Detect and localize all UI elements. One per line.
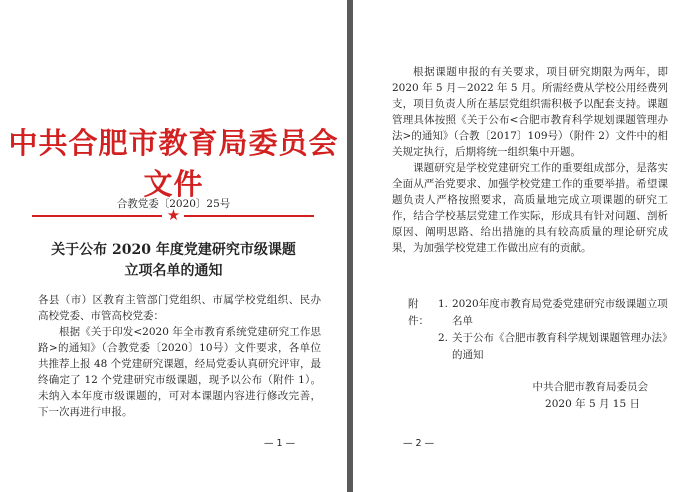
notice-body xyxy=(38,292,321,420)
notice-title xyxy=(0,240,347,282)
notice-title-line-1: 关于公布 2020 年度党建研究市级课题 xyxy=(51,242,296,258)
signature-block xyxy=(353,379,700,413)
red-divider-left xyxy=(32,215,162,217)
red-star-icon: ★ xyxy=(166,206,181,224)
body-paragraph-1: 根据课题申报的有关要求，项目研究期限为两年，即 2020 年 5 月－2022 年 5 月。所需经费从学校公用经费列支，项目负责人所在基层党组织需积极予以配套支持。课题管理具体按照《关于公布<合肥市教育科学规划课题管理办法>的通知》（合教〔2017〕109号）（附件 2）文件中的相关规定执行，后期将统一组织集中开题。 xyxy=(392,66,668,158)
notice-title-line-2: 立项名单的通知 xyxy=(124,263,223,279)
attachment-title: 关于公布《合肥市教育科学规划课题管理办法》的通知 xyxy=(452,332,668,361)
attachment-number: 1. xyxy=(438,298,449,310)
attachment-item xyxy=(408,330,668,364)
body-paragraph-2: 课题研究是学校党建研究工作的重要组成部分，是落实全面从严治党要求、加强学校党建工作的重要举措。希望课题负责人严格按照要求，高质量地完成立项课题的研究工作，结合学校基层党建工作实际，形成具有针对问题、剖析原因、阐明思路、给出措施的具有较高质量的理论研究成果，为加强学校党建工作做出应有的贡献。 xyxy=(392,162,668,254)
attachment-item xyxy=(408,296,668,330)
document-page-2 xyxy=(353,0,700,492)
attachment-title: 2020年度市教育局党委党建研究市级课题立项名单 xyxy=(452,298,668,327)
issue-date: 2020 年 5 月 15 日 xyxy=(545,398,640,410)
page-number: — 2 — xyxy=(403,438,435,449)
attachments-label: 附件： xyxy=(408,298,429,327)
body-paragraph: 根据《关于印发<2020 年全市教育系统党建研究工作思路>的通知》（合教党委〔2020〕10号）文件要求，各单位共推荐上报 48 个党建研究课题，经局党委认真研究评审，最终确定了 12 个党建研究市级课题，现予以公布（附件 1）。未纳入本年度市级课题的，可对本课题内容进行修改完善，下一次再进行申报。 xyxy=(38,326,321,418)
document-number: 合教党委〔2020〕25号 xyxy=(116,198,231,210)
page-number: — 1 — xyxy=(264,438,296,449)
signer-name: 中共合肥市教育局委员会 xyxy=(532,381,648,393)
document-header-title: 中共合肥市教育局委员会文件 xyxy=(8,126,339,201)
attachment-number: 2. xyxy=(438,332,449,344)
red-divider-right xyxy=(184,215,314,217)
attachments-list xyxy=(408,296,668,364)
document-page-1 xyxy=(0,0,347,492)
notice-body-continued xyxy=(392,64,668,256)
addressee: 各县（市）区教育主管部门党组织、市属学校党组织、民办高校党委、市管高校党委： xyxy=(38,294,321,322)
